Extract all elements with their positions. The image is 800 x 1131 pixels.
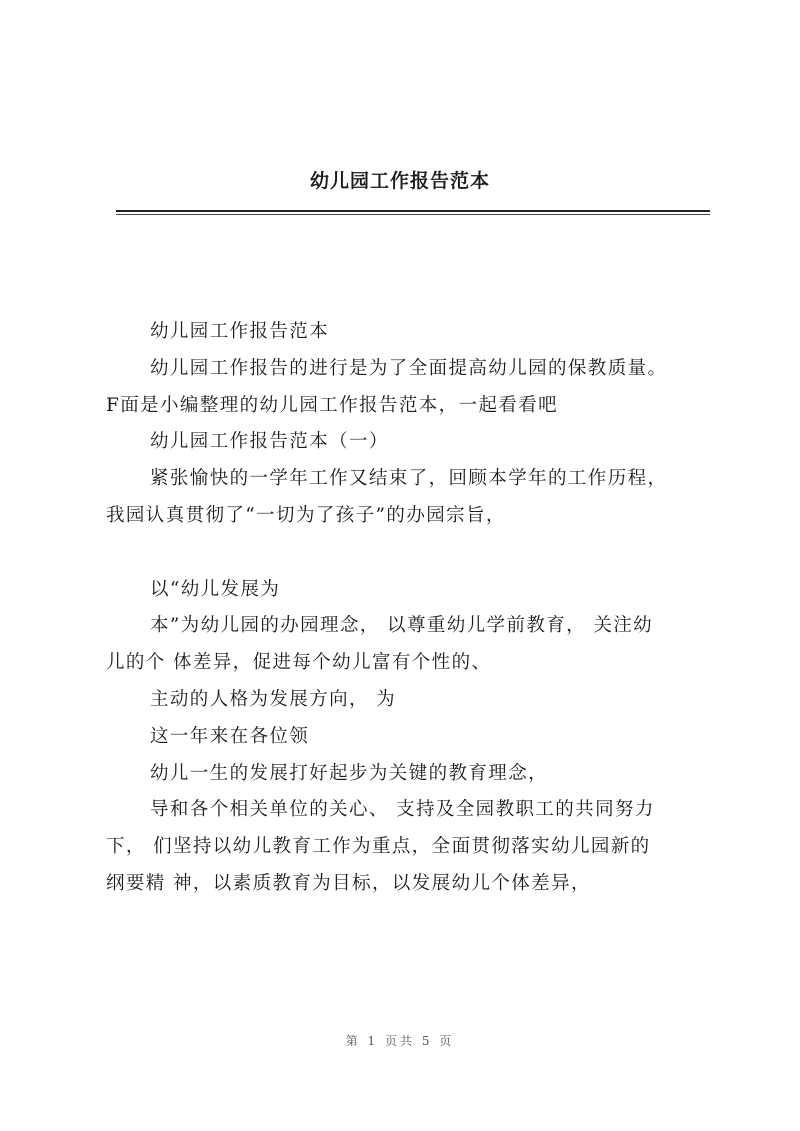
page-title: 幼儿园工作报告范本 [309,170,490,192]
paragraph-line: 紧张愉快的一学年工作又结束了，回顾本学年的工作历程， [150,468,668,490]
document-body [106,314,716,903]
paragraph-line: 幼儿园工作报告范本（一） [150,431,389,453]
paragraph-line: 主动的人格为发展方向， 为 [150,688,397,710]
paragraph-line: 幼儿园工作报告的进行是为了全面提高幼儿园的保教质量。 [150,357,668,379]
paragraph-line: 下， 们坚持以幼儿教育工作为重点，全面贯彻落实幼儿园新的 [106,836,651,858]
paragraph-line: 导和各个相关单位的关心、 支持及全园教职工的共同努力 [150,799,655,821]
paragraph-gap [106,535,716,572]
paragraph-line: 以“幼儿发展为 [150,578,281,600]
paragraph-line: 这一年来在各位领 [150,725,310,747]
paragraph-line: 纲要精 神，以素质教育为目标，以发展幼儿个体差异， [106,872,591,894]
paragraph-line: F面是小编整理的幼儿园工作报告范本，一起看看吧 [106,394,559,416]
paragraph-line: 我园认真贯彻了“一切为了孩子”的办园宗旨， [106,504,506,526]
page-number-footer: 第 1 页共 5 页 [345,1034,455,1048]
paragraph-line: 幼儿园工作报告范本 [150,321,330,342]
title-divider [116,210,710,215]
paragraph-line: 本”为幼儿园的办园理念， 以尊重幼儿学前教育， 关注幼 [150,615,654,637]
paragraph-line: 幼儿一生的发展打好起步为关键的教育理念， [150,762,549,784]
paragraph-line: 儿的个 体差异，促进每个幼儿富有个性的、 [106,652,492,674]
